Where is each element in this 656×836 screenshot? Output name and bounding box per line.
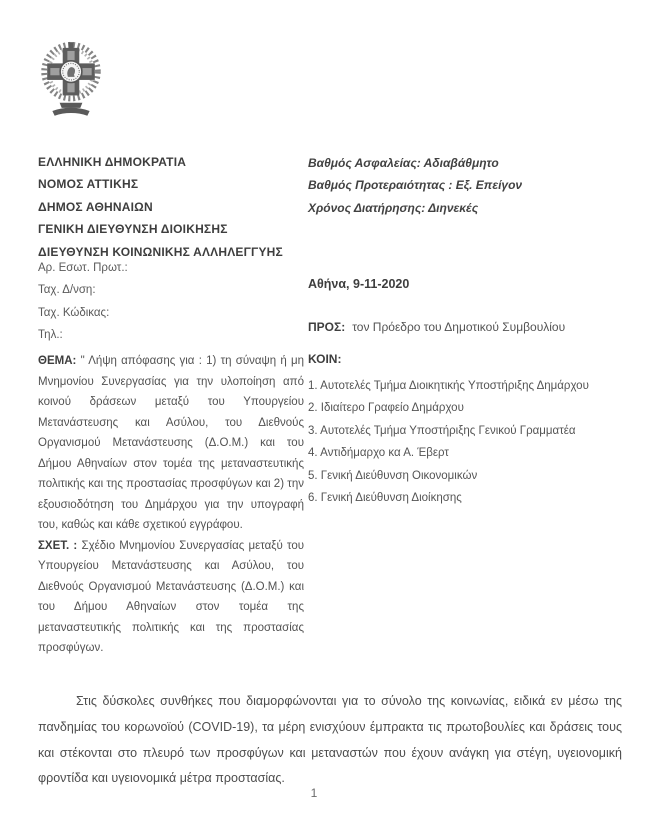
reference-paragraph [38,536,304,659]
cc-item: 3. Αυτοτελές Τμήμα Υποστήριξης Γενικού Γραμματέα [308,424,576,437]
cc-item: 2. Ιδιαίτερο Γραφείο Δημάρχου [308,402,464,415]
postal-address-label: Ταχ. Δ/νση: [38,284,96,297]
header-line-prefecture: ΝΟΜΟΣ ΑΤΤΙΚΗΣ [38,177,139,192]
header-line-general-directorate: ΓΕΝΙΚΗ ΔΙΕΥΘΥΝΣΗ ΔΙΟΙΚΗΣΗΣ [38,222,228,237]
cc-item: 5. Γενική Διεύθυνση Οικονομικών [308,469,478,482]
contact-block [38,257,128,347]
body-paragraph: Στις δύσκολες συνθήκες που διαμορφώνονται για το σύνολο της κοινωνίας, ειδικά εν μέσω της πανδημίας του κορωνοϊού (COVID-19), τα μέρη ενισχύουν έμπρακτα τις πρωτοβουλίες και δράσεις τους και στέκονται στο πλευρό των προσφύγων και μεταναστών που έχουν ανάγκη για στέγη, υγειονομική φροντίδα και υγειονομικά μέτρα προστασίας. [38,694,622,786]
subject-text: " Λήψη απόφασης για : 1) τη σύναψη ή μη Μνημονίου Συνεργασίας για την υλοποίηση από κοινού δράσεων μεταξύ του Υπουργείου Μετανάστευσης και Ασύλου, του Διεθνούς Οργανισμού Μετανάστευσης (Δ.Ο.Μ.) και του Δήμου Αθηναίων στον τομέα της μεταναστευτικής πολιτικής και της προστασίας προσφύγων και 2) την εξουσιοδότηση του Δημάρχου για την υπογραφή του, καθώς και κάθε σχετικού εγγράφου. [38,355,304,531]
security-level-line: Βαθμός Ασφαλείας: Αδιαβάθμητο [308,156,499,170]
cc-item: 4. Αντιδήμαρχο κα Α. Έβερτ [308,447,449,460]
protocol-number-label: Αρ. Εσωτ. Πρωτ.: [38,262,128,274]
reference-label: ΣΧΕΤ. : [38,539,78,552]
athens-municipality-seal-icon [41,38,101,126]
sender-header [38,151,283,263]
recipient-line [308,320,565,334]
retention-time-line: Χρόνος Διατήρησης: Διηνεκές [308,200,479,215]
recipient-label: ΠΡΟΣ: [308,320,346,334]
page-number: 1 [310,786,318,800]
header-line-municipality: ΔΗΜΟΣ ΑΘΗΝΑΙΩΝ [38,199,153,214]
subject-block [38,351,304,659]
header-line-directorate: ΔΙΕΥΘΥΝΣΗ ΚΟΙΝΩΝΙΚΗΣ ΑΛΛΗΛΕΓΓΥΗΣ [38,244,283,259]
subject-label: ΘΕΜΑ: [38,355,77,367]
cc-label: ΚΟΙΝ: [308,352,342,366]
subject-paragraph [38,351,304,536]
recipient-value: τον Πρόεδρο του Δημοτικού Συμβουλίου [352,320,566,334]
date-line: Αθήνα, 9-11-2020 [308,277,410,291]
phone-label: Τηλ.: [38,329,63,342]
cc-item: 1. Αυτοτελές Τμήμα Διοικητικής Υποστήριξης Δημάρχου [308,380,589,392]
header-line-republic: ΕΛΛΗΝΙΚΗ ΔΗΜΟΚΡΑΤΙΑ [38,155,187,169]
postal-code-label: Ταχ. Κώδικας: [38,306,110,319]
cc-block [308,352,642,509]
reference-text: Σχέδιο Μνημονίου Συνεργασίας μεταξύ του Υπουργείου Μετανάστευσης και Ασύλου, του Διεθνούς Οργανισμού Μετανάστευσης (Δ.Ο.Μ.) και του Δήμου Αθηναίων στον τομέα της μεταναστευτικής πολιτικής και της προστασίας προσφύγων. [38,539,305,654]
classification-header [308,152,522,219]
priority-level-line: Βαθμός Προτεραιότητας : Εξ. Επείγον [308,178,523,193]
cc-item: 6. Γενική Διεύθυνση Διοίκησης [308,492,462,505]
